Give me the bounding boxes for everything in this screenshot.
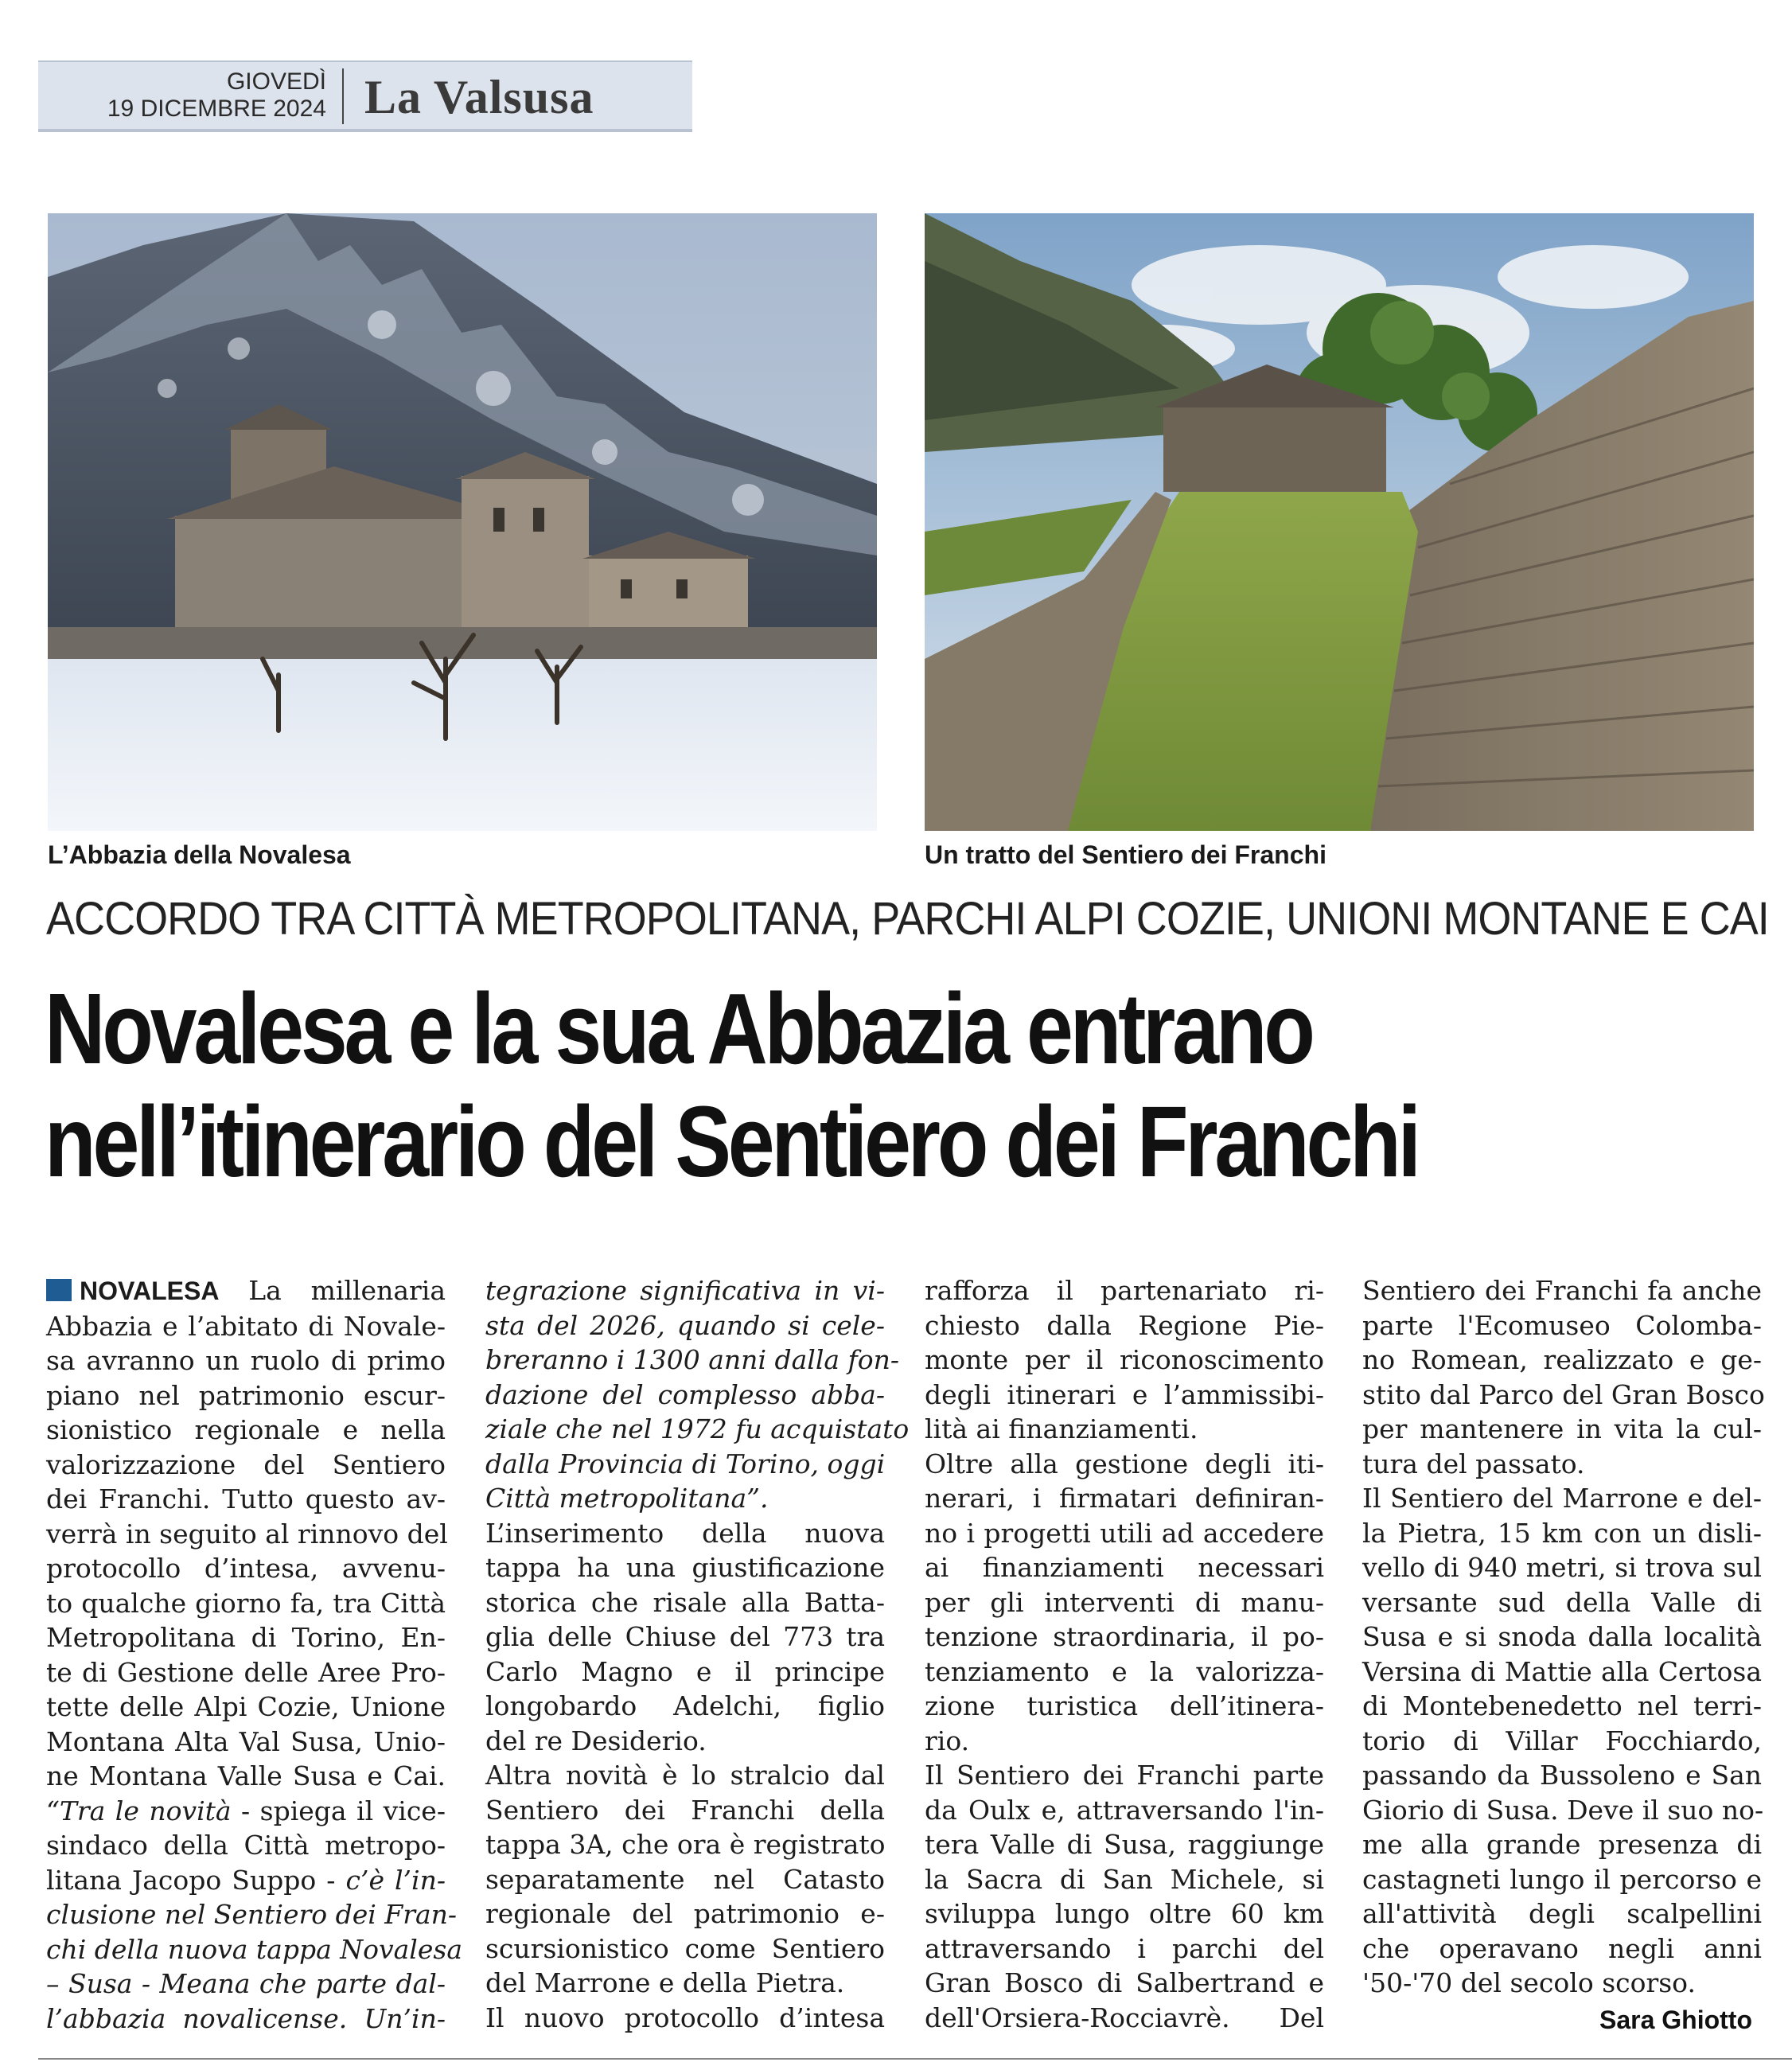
masthead — [38, 60, 692, 131]
text-line: dell'Orsiera-Rocciavrè. Del — [925, 2002, 1324, 2033]
text-line: che operavano negli anni — [1362, 1932, 1762, 1964]
text-line: piano nel patrimonio escur- — [46, 1379, 446, 1411]
text-line: la Pietra, 15 km con un disli- — [1362, 1517, 1762, 1549]
text-line: Montana Alta Val Susa, Unio- — [46, 1725, 446, 1757]
text-line: di Montebenedetto nel terri- — [1362, 1690, 1762, 1721]
text-line: dalla Provincia di Torino, oggi — [485, 1448, 886, 1479]
masthead-rule — [38, 129, 692, 132]
text-line: tera Valle di Susa, raggiunge — [925, 1829, 1324, 1860]
text-line: attraversando i parchi del — [925, 1932, 1324, 1964]
text-segment: litana Jacopo Suppo - — [46, 1864, 346, 1896]
text-line: nerari, i firmatari definiran- — [925, 1483, 1324, 1514]
masthead-separator — [342, 68, 344, 124]
text-line: Città metropolitana”. — [485, 1483, 769, 1514]
article-author: Sara Ghiotto — [1599, 2006, 1752, 2034]
text-segment: – Susa - Meana che parte dal- — [46, 1968, 446, 1999]
text-line: Susa e si snoda dalla località — [1362, 1621, 1762, 1652]
text-line: Il nuovo protocollo d’intesa — [485, 2002, 885, 2033]
text-line: dazione del complesso abba- — [485, 1378, 885, 1410]
text-line: Abbazia e l’abitato di Novale- — [46, 1310, 446, 1342]
text-segment: sindaco della Città metropo- — [46, 1830, 446, 1861]
text-segment: clusione nel Sentiero dei Fran- — [46, 1899, 458, 1930]
article-dateline: NOVALESA — [80, 1277, 220, 1305]
text-line: vello di 940 metri, si trova sul — [1362, 1552, 1762, 1583]
text-line: Giorio di Susa. Deve il suo no- — [1362, 1794, 1764, 1826]
text-line: sviluppa lungo oltre 60 km — [925, 1898, 1324, 1929]
text-line: stito dal Parco del Gran Bosco — [1362, 1378, 1765, 1410]
article-kicker: ACCORDO TRA CITTÀ METROPOLITANA, PARCHI ALPI COZIE, UNIONI MONTANE E CAI — [46, 893, 1769, 945]
text-line: La millenaria — [219, 1275, 446, 1306]
text-line: all'attività degli scalpellini — [1362, 1898, 1762, 1929]
text-line: la Sacra di San Michele, si — [925, 1863, 1324, 1895]
text-line: L’inserimento della nuova — [485, 1517, 885, 1549]
text-line: Gran Bosco di Salbertrand e — [925, 1967, 1324, 1998]
text-line: protocollo d’intesa, avvenu- — [46, 1553, 446, 1584]
text-line: me alla grande presenza di — [1362, 1829, 1762, 1860]
article-column-3 — [925, 1273, 1324, 2035]
headline-line-1: Novalesa e la sua Abbazia entrano — [45, 973, 1312, 1085]
text-line — [46, 1967, 446, 2002]
article-column-1 — [46, 1273, 462, 2036]
abbey-snow-image — [48, 213, 877, 831]
text-line: del re Desiderio. — [485, 1725, 707, 1756]
text-line: Sentiero dei Franchi della — [485, 1794, 885, 1826]
text-line — [46, 1897, 458, 1932]
text-line: valorizzazione del Sentiero — [46, 1448, 446, 1480]
text-line: rio. — [925, 1725, 970, 1756]
photo-caption-right: Un tratto del Sentiero dei Franchi — [925, 840, 1326, 869]
text-line: Oltre alla gestione degli iti- — [925, 1448, 1324, 1479]
text-line: Altra novità è lo stralcio dal — [485, 1760, 885, 1791]
photo-path — [925, 213, 1754, 831]
photo-abbey — [48, 213, 877, 831]
text-line: sa avranno un ruolo di primo — [46, 1345, 446, 1376]
text-line — [46, 1794, 446, 1829]
text-line: tappa ha una giustificazione — [485, 1552, 885, 1583]
text-line: storica che risale alla Batta- — [485, 1586, 885, 1618]
bottom-rule — [38, 2058, 1792, 2060]
text-line: ne Montana Valle Susa e Cai. — [46, 1760, 446, 1791]
text-line — [46, 2002, 446, 2037]
text-line: zione turistica dell’itinera- — [925, 1690, 1324, 1721]
newspaper-name: La Valsusa — [364, 71, 594, 123]
text-line: Sentiero dei Franchi fa anche — [1362, 1275, 1762, 1306]
dateline-line — [46, 1273, 446, 1309]
text-line: to qualche giorno fa, tra Città — [46, 1587, 446, 1619]
text-line: Carlo Magno e il principe — [485, 1655, 885, 1687]
text-line: ziale che nel 1972 fu acquistato — [485, 1413, 910, 1444]
text-line: Il Sentiero del Marrone e del- — [1362, 1483, 1762, 1514]
text-line: '50-'70 del secolo scorso. — [1362, 1967, 1696, 1998]
text-segment: c’è l’in- — [345, 1864, 446, 1896]
text-line: te di Gestione delle Aree Pro- — [46, 1656, 446, 1688]
text-line — [46, 1932, 462, 1967]
text-segment: - spiega il vice- — [231, 1795, 446, 1826]
text-line: tenzione straordinaria, il po- — [925, 1621, 1324, 1652]
text-line: scursionistico come Sentiero — [485, 1932, 885, 1964]
text-segment: “Tra le novità — [46, 1795, 232, 1826]
article-column-2 — [485, 1273, 910, 2035]
dateline-marker — [46, 1279, 72, 1301]
text-line: Metropolitana di Torino, En- — [46, 1622, 446, 1653]
text-line: lità ai finanziamenti. — [925, 1413, 1198, 1444]
text-line — [46, 1863, 446, 1898]
text-line — [46, 1828, 446, 1863]
text-line: longobardo Adelchi, figlio — [485, 1690, 885, 1721]
text-line: torio di Villar Focchiardo, — [1362, 1725, 1762, 1756]
text-line: tenziamento e la valorizza- — [925, 1655, 1324, 1687]
text-line: breranno i 1300 anni dalla fon- — [485, 1344, 900, 1375]
masthead-date-text: 19 DICEMBRE 2024 — [107, 96, 326, 122]
text-line: per mantenere in vita la cul- — [1362, 1413, 1762, 1444]
masthead-date — [38, 68, 326, 123]
text-segment: chi della nuova tappa Novalesa — [46, 1933, 462, 1965]
text-line: ai finanziamenti necessari — [925, 1552, 1324, 1583]
text-line: dei Franchi. Tutto questo av- — [46, 1483, 446, 1514]
stone-path-image — [925, 213, 1754, 831]
text-line: tura del passato. — [1362, 1448, 1585, 1479]
text-line: glia delle Chiuse del 773 tra — [485, 1621, 885, 1652]
text-line: sionistico regionale e nella — [46, 1414, 446, 1445]
article-headline — [45, 973, 1515, 1199]
text-line: no i progetti utili ad accedere — [925, 1517, 1324, 1549]
text-line: tegrazione significativa in vi- — [485, 1275, 885, 1306]
headline-line-2: nell’itinerario del Sentiero dei Franchi — [45, 1086, 1418, 1198]
text-line: rafforza il partenariato ri- — [925, 1275, 1324, 1306]
photo-caption-left: L’Abbazia della Novalesa — [48, 840, 351, 869]
text-line: tette delle Alpi Cozie, Unione — [46, 1691, 446, 1722]
text-line: Il Sentiero dei Franchi parte — [925, 1760, 1324, 1791]
text-line: regionale del patrimonio e- — [485, 1898, 885, 1929]
text-line: chiesto dalla Regione Pie- — [925, 1309, 1324, 1341]
text-line: passando da Bussoleno e San — [1362, 1760, 1762, 1791]
text-line: no Romean, realizzato e ge- — [1362, 1344, 1762, 1375]
text-line: da Oulx e, attraversando l'in- — [925, 1794, 1324, 1826]
text-segment: l’abbazia novalicense. Un’in- — [46, 2002, 446, 2034]
masthead-day: GIOVEDÌ — [226, 68, 326, 95]
text-line: sta del 2026, quando si cele- — [485, 1309, 885, 1341]
text-line: degli itinerari e l’ammissibi- — [925, 1378, 1324, 1410]
text-line: versante sud della Valle di — [1362, 1586, 1762, 1618]
text-line: castagneti lungo il percorso e — [1362, 1863, 1762, 1895]
article-column-4 — [1362, 1273, 1765, 2001]
text-line: per gli interventi di manu- — [925, 1586, 1324, 1618]
text-line: tappa 3A, che ora è registrato — [485, 1829, 886, 1860]
text-line: monte per il riconoscimento — [925, 1344, 1324, 1375]
text-line: Versina di Mattie alla Certosa — [1362, 1655, 1762, 1687]
text-line: verrà in seguito al rinnovo del — [46, 1518, 448, 1550]
text-line: separatamente nel Catasto — [485, 1863, 885, 1895]
text-line: del Marrone e della Pietra. — [485, 1967, 845, 1998]
text-line: parte l'Ecomuseo Colomba- — [1362, 1309, 1762, 1341]
